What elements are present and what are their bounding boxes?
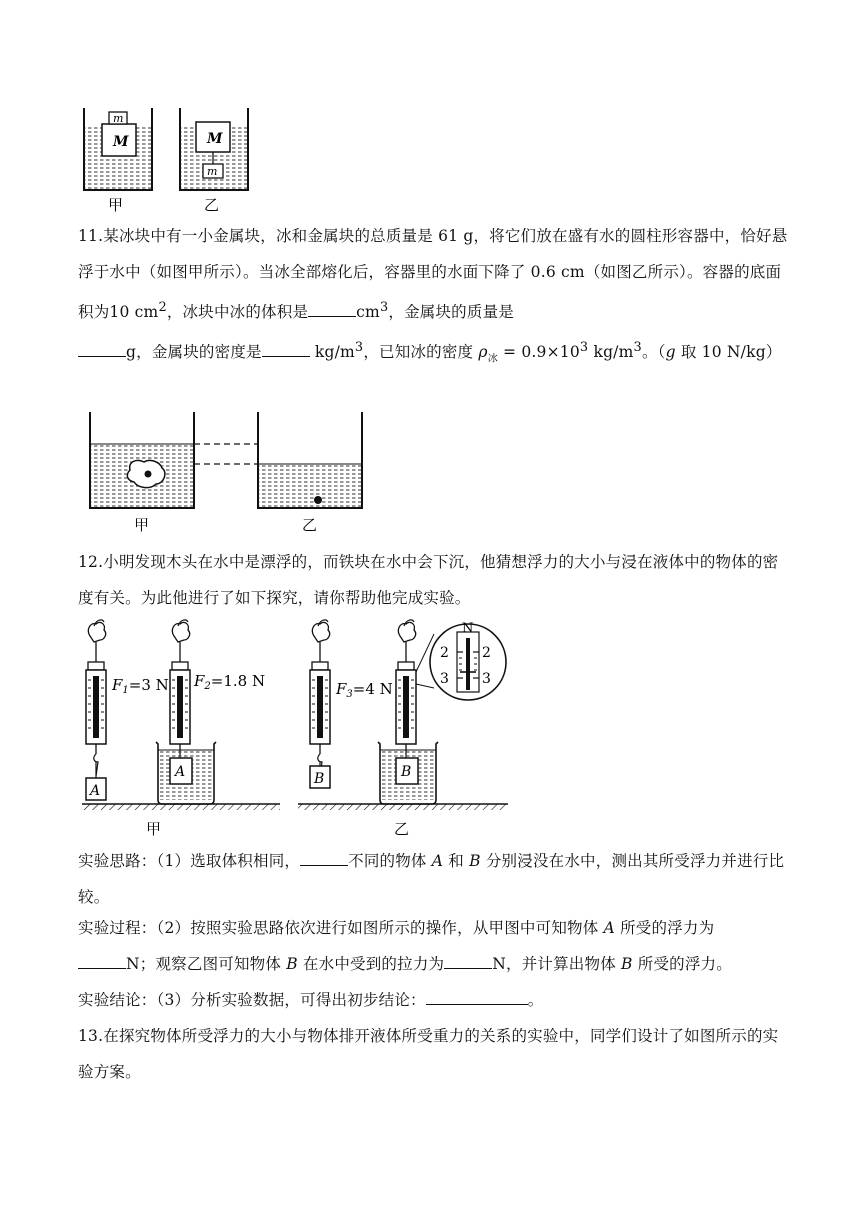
idea-obj-a: A: [431, 852, 444, 870]
conclusion-a: 实验结论：（3）分析实验数据，可得出初步结论：: [78, 991, 426, 1009]
zoom-tick-3-left: 3: [440, 671, 449, 687]
rho-unit: kg/m: [588, 343, 634, 362]
zoom-circle: [416, 624, 506, 700]
metal-piece: [145, 471, 152, 478]
process-obj-a: A: [603, 919, 615, 937]
idea-d: 分别浸没在水中，测出其所受浮力并进行比较。: [78, 852, 785, 906]
idea-a: 实验思路：（1）选取体积相同，: [78, 852, 301, 870]
conclusion-b: 。: [527, 991, 544, 1009]
zoom-unit: N: [462, 621, 474, 636]
rho-unit-exp: 3: [633, 340, 642, 356]
process-e: N，并计算出物体: [492, 955, 622, 973]
label-A-2: A: [175, 764, 186, 780]
rho-sub: 冰: [487, 353, 498, 365]
q12-figure: [76, 614, 546, 840]
spring-scale-3: [310, 620, 330, 776]
idea-b: 不同的物体: [348, 852, 432, 870]
label-M-left: M: [113, 134, 129, 150]
label-A-1: A: [90, 783, 101, 799]
experiment-idea: [78, 843, 790, 915]
process-a: 实验过程：（2）按照实验思路依次进行如图所示的操作，从甲图中可知物体: [78, 919, 604, 937]
rho-symbol: ρ: [478, 343, 488, 362]
q11-text-c: ，金属块的质量是: [388, 303, 514, 322]
q11-figure: [82, 408, 372, 534]
question-11: [78, 218, 790, 377]
q11-unit-cm: cm: [356, 303, 380, 322]
blank-tension-B[interactable]: [444, 952, 492, 969]
f2-label: $F_2=1.8$ N: [194, 672, 266, 692]
q11-text-f: 。（: [641, 343, 666, 362]
figure-label-jia: 甲: [108, 196, 124, 214]
q11-unit-cm-exp: 3: [379, 300, 389, 315]
process-b: 所受的浮力为: [614, 919, 715, 937]
blank-conclusion[interactable]: [426, 988, 528, 1005]
process-f: 所受的浮力。: [632, 955, 732, 973]
question-12: 12.小明发现木头在水中是漂浮的，而铁块在水中会下沉，他猜想浮力的大小与浸在液体中的物体的密度有关。为此他进行了如下探究，请你帮助他完成实验。: [78, 553, 779, 607]
process-c: N；观察乙图可知物体: [126, 955, 287, 973]
figure-label-jia: 甲: [146, 820, 162, 838]
figure-label-yi: 乙: [302, 516, 318, 534]
label-B-2: B: [401, 764, 412, 780]
label-B-1: B: [314, 771, 325, 787]
beaker-A: [156, 742, 216, 804]
blank-buoyancy-A[interactable]: [78, 952, 126, 969]
zoom-tick-2-left: 2: [440, 645, 449, 661]
label-M-right: M: [207, 131, 223, 147]
q11-text-e: ，已知冰的密度: [363, 343, 474, 362]
spring-scale-1: [86, 620, 106, 776]
figure-label-jia: 甲: [134, 516, 150, 534]
process-d: 在水中受到的拉力为: [297, 955, 445, 973]
q11-text-d: g，金属块的密度是: [126, 343, 262, 362]
experiment-process: [78, 910, 790, 982]
metal-piece-sunk: [314, 496, 322, 504]
rho-value: = 0.9×10: [497, 343, 580, 362]
g-symbol: g: [665, 343, 676, 362]
label-m-right: m: [207, 165, 218, 178]
q11-area-value: 10 cm: [109, 303, 159, 322]
experiment-conclusion: [78, 982, 790, 1018]
process-obj-b2: B: [621, 955, 633, 973]
blank-metal-density[interactable]: [262, 340, 310, 357]
q11-unit-kgm: kg/m: [314, 343, 355, 362]
f3-label: $F_3=4$ N: [336, 680, 393, 700]
f1-label: $F_1=3$ N: [112, 676, 169, 696]
q11-text-b: ，冰块中冰的体积是: [166, 303, 309, 322]
blank-metal-mass[interactable]: [78, 340, 126, 357]
process-obj-b: B: [286, 955, 298, 973]
q11-area-exp: 2: [158, 300, 167, 315]
rho-exp: 3: [579, 340, 589, 356]
q10-figure: [76, 106, 266, 214]
question-13: 13.在探究物体所受浮力的大小与物体排开液体所受重力的关系的实验中，同学们设计了如图所示的实验方案。: [78, 1027, 779, 1081]
q11-text-a: 11.某冰块中有一小金属块，冰和金属块的总质量是 61 g，将它们放在盛有水的圆柱形容器中，恰好悬浮于水中（如图甲所示）。当冰全部熔化后，容器里的水面下降了 0.6 cm（如图乙所示）。容器的底面积为: [78, 227, 788, 322]
label-m-left: m: [113, 112, 124, 125]
q11-text-g: 取 10 N/kg）: [675, 343, 782, 362]
idea-obj-b: B: [469, 852, 481, 870]
zoom-tick-3-right: 3: [482, 671, 491, 687]
zoom-tick-2-right: 2: [482, 645, 491, 661]
blank-property[interactable]: [300, 849, 348, 866]
q11-unit-kgm-exp: 3: [354, 340, 364, 356]
figure-label-yi: 乙: [204, 196, 220, 214]
blank-ice-volume[interactable]: [308, 300, 356, 317]
idea-c: 和: [443, 852, 470, 870]
figure-label-yi: 乙: [394, 820, 410, 838]
